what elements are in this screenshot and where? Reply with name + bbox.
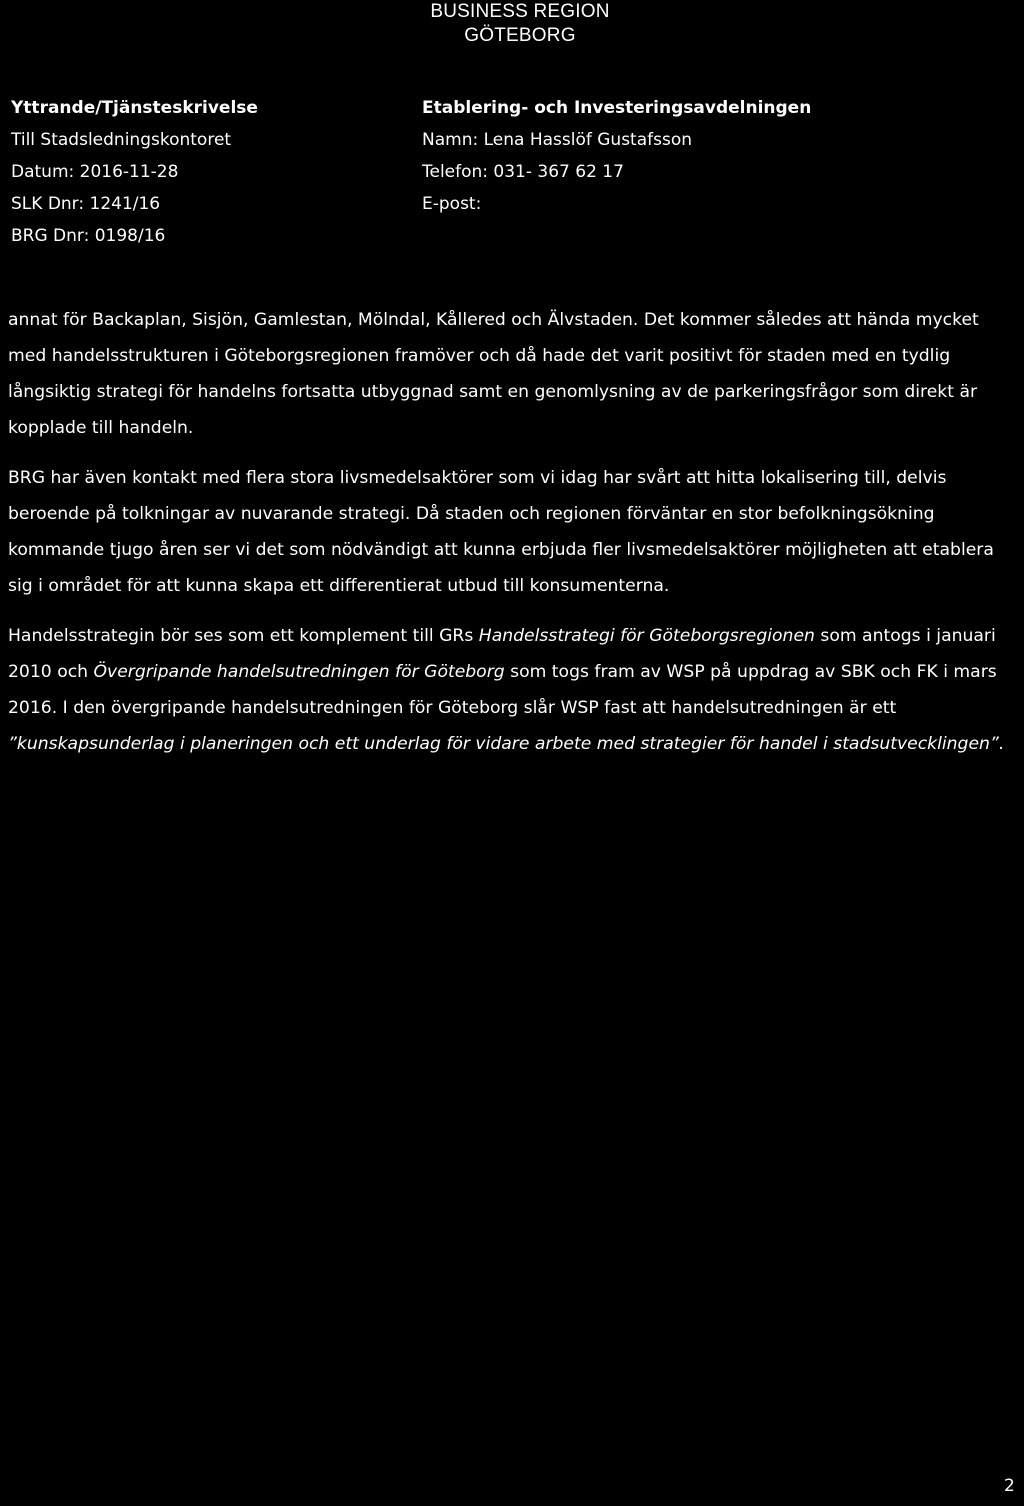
document-date: Datum: 2016-11-28 [11, 162, 179, 182]
recipient: Till Stadsledningskontoret [11, 130, 232, 150]
logo-line-1: BUSINESS REGION [430, 1, 610, 22]
contact-name: Namn: Lena Hasslöf Gustafsson [422, 130, 693, 150]
document-body [8, 302, 1022, 776]
slk-reference-number: SLK Dnr: 1241/16 [11, 194, 161, 214]
brg-reference-number: BRG Dnr: 0198/16 [11, 226, 166, 246]
paragraph-2: BRG har även kontakt med flera stora livsmedelsaktörer som vi idag har svårt att hitta lokalisering till, delvis beroende på tolkningar av nuvarande strategi. Då staden och regionen förväntar en stor befolkningsökning kommande tjugo åren ser vi det som nödvändigt att kunna erbjuda fler livsmedelsaktörer möjligheten att etablera sig i området för att kunna skapa ett differentierat utbud till konsumenterna. [8, 468, 994, 596]
contact-email: E-post: [422, 194, 482, 214]
page-number: 2 [1004, 1476, 1015, 1496]
paragraph-3-text-2: som antogs i januari 2010 och [8, 626, 996, 682]
document-type-heading: Yttrande/Tjänsteskrivelse [11, 98, 258, 118]
paragraph-3-title-1: Handelsstrategi för Göteborgsregionen [478, 626, 815, 646]
contact-phone: Telefon: 031- 367 62 17 [422, 162, 624, 182]
paragraph-3-text-1: Handelsstrategin bör ses som ett komplement till GRs [8, 626, 479, 646]
paragraph-3-text-3: som togs fram av WSP på uppdrag av SBK och FK i mars 2016. I den övergripande handelsutredningen för Göteborg slår WSP fast att handelsutredningen är ett [8, 662, 997, 718]
document-meta-left [11, 92, 258, 252]
paragraph-3-title-2: Övergripande handelsutredningen för Göteborg [93, 662, 505, 682]
paragraph-3 [8, 618, 1022, 762]
logo-line-2: GÖTEBORG [464, 25, 576, 46]
paragraph-3-quote: ”kunskapsunderlag i planeringen och ett underlag för vidare arbete med strategier för handel i stadsutvecklingen”. [8, 734, 1005, 754]
organization-logo [395, 0, 645, 48]
paragraph-1: annat för Backaplan, Sisjön, Gamlestan, Mölndal, Kållered och Älvstaden. Det kommer således att hända mycket med handelsstrukturen i Göteborgsregionen framöver och då hade det varit positivt för staden med en tydlig långsiktig strategi för handelns fortsatta utbyggnad samt en genomlysning av de parkeringsfrågor som direkt är kopplade till handeln. [8, 310, 979, 438]
document-meta-right [422, 92, 811, 220]
department-heading: Etablering- och Investeringsavdelningen [422, 98, 812, 118]
